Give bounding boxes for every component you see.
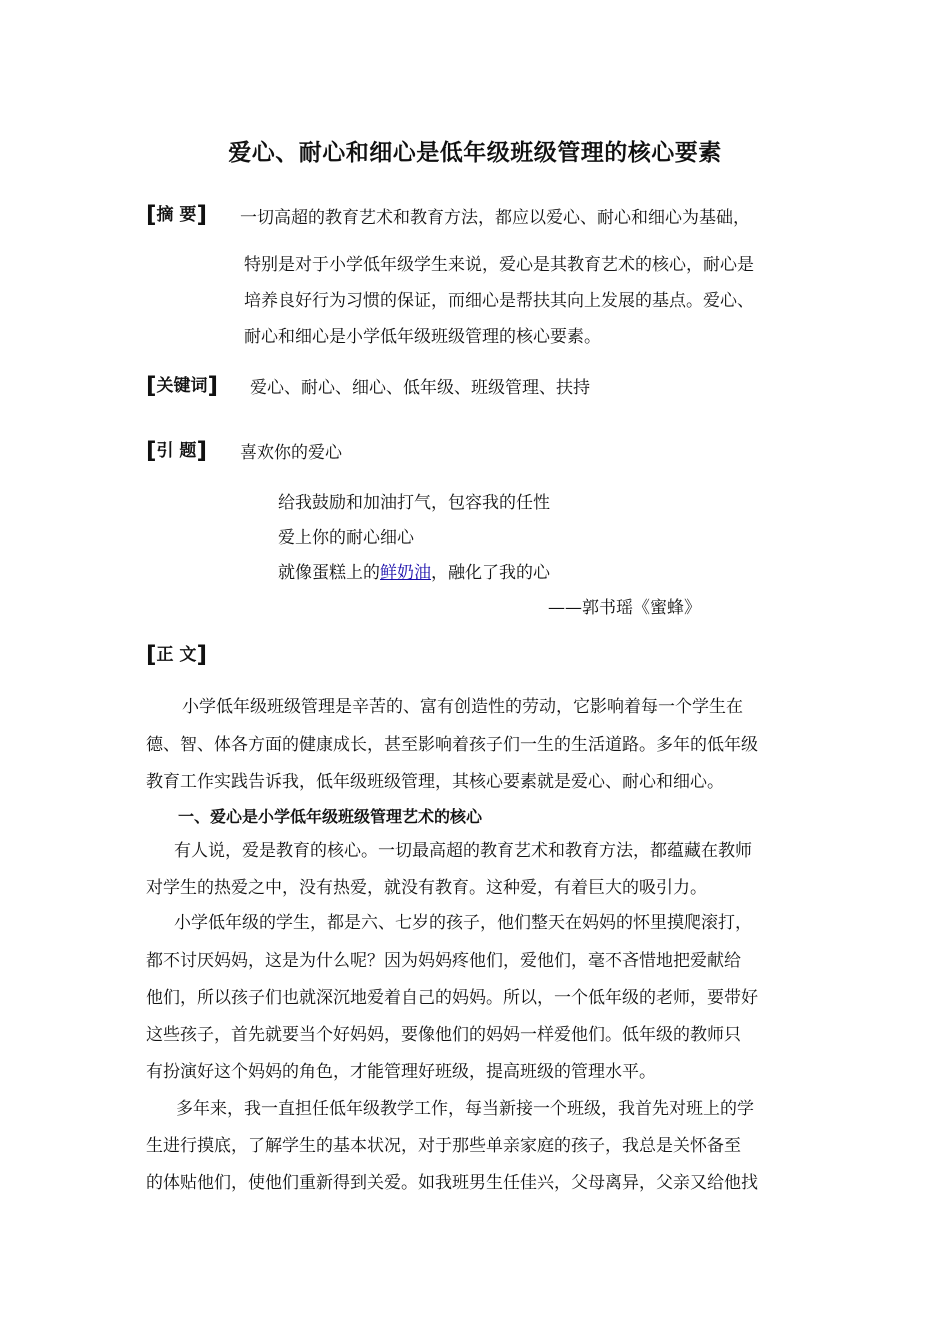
poem-line: 就像蛋糕上的鲜奶油，融化了我的心 xyxy=(278,563,550,583)
abstract-line: 培养良好行为习惯的保证，而细心是帮扶其向上发展的基点。爱心、 xyxy=(244,291,754,311)
paragraph-line: 多年来，我一直担任低年级教学工作，每当新接一个班级，我首先对班上的学 xyxy=(176,1099,754,1119)
keywords-text: 爱心、耐心、细心、低年级、班级管理、扶持 xyxy=(250,378,590,398)
paragraph-line: 有扮演好这个妈妈的角色，才能管理好班级，提高班级的管理水平。 xyxy=(146,1062,656,1082)
fresh-cream-link[interactable]: 鲜奶油 xyxy=(380,563,431,583)
paragraph-line: 有人说，爱是教育的核心。一切最高超的教育艺术和教育方法，都蕴藏在教师 xyxy=(174,841,752,861)
section-heading: 一、爱心是小学低年级班级管理艺术的核心 xyxy=(178,807,483,826)
paragraph-line: 生进行摸底，了解学生的基本状况，对于那些单亲家庭的孩子，我总是关怀备至 xyxy=(146,1136,741,1156)
paragraph-line: 对学生的热爱之中，没有热爱，就没有教育。这种爱，有着巨大的吸引力。 xyxy=(146,878,707,898)
abstract-line: 特别是对于小学低年级学生来说，爱心是其教育艺术的核心，耐心是 xyxy=(244,255,754,275)
abstract-label: [摘 要] xyxy=(146,202,207,228)
poem-attribution: ——郭书瑶《蜜蜂》 xyxy=(548,598,701,618)
paragraph-line: 教育工作实践告诉我，低年级班级管理，其核心要素就是爱心、耐心和细心。 xyxy=(146,772,724,792)
intro-first-line: 喜欢你的爱心 xyxy=(240,443,342,463)
paragraph-line: 德、智、体各方面的健康成长，甚至影响着孩子们一生的生活道路。多年的低年级 xyxy=(146,735,758,755)
intro-label: [引 题] xyxy=(146,438,207,464)
paragraph-line: 小学低年级班级管理是辛苦的、富有创造性的劳动，它影响着每一个学生在 xyxy=(182,697,743,717)
keywords-label: [关键词] xyxy=(146,373,219,399)
abstract-line: 耐心和细心是小学低年级班级管理的核心要素。 xyxy=(244,327,601,347)
paragraph-line: 都不讨厌妈妈，这是为什么呢？因为妈妈疼他们，爱他们，毫不吝惜地把爱献给 xyxy=(146,951,741,971)
paragraph-line: 小学低年级的学生，都是六、七岁的孩子，他们整天在妈妈的怀里摸爬滚打， xyxy=(174,913,752,933)
poem-line: 爱上你的耐心细心 xyxy=(278,528,414,548)
document-title: 爱心、耐心和细心是低年级班级管理的核心要素 xyxy=(228,140,722,166)
body-label: [正 文] xyxy=(146,642,207,668)
poem-line: 给我鼓励和加油打气，包容我的任性 xyxy=(278,493,550,513)
paragraph-line: 这些孩子，首先就要当个好妈妈，要像他们的妈妈一样爱他们。低年级的教师只 xyxy=(146,1025,741,1045)
paragraph-line: 他们，所以孩子们也就深沉地爱着自己的妈妈。所以，一个低年级的老师，要带好 xyxy=(146,988,758,1008)
paragraph-line: 的体贴他们，使他们重新得到关爱。如我班男生任佳兴，父母离异，父亲又给他找 xyxy=(146,1173,758,1193)
abstract-line: 一切高超的教育艺术和教育方法，都应以爱心、耐心和细心为基础， xyxy=(240,208,750,228)
